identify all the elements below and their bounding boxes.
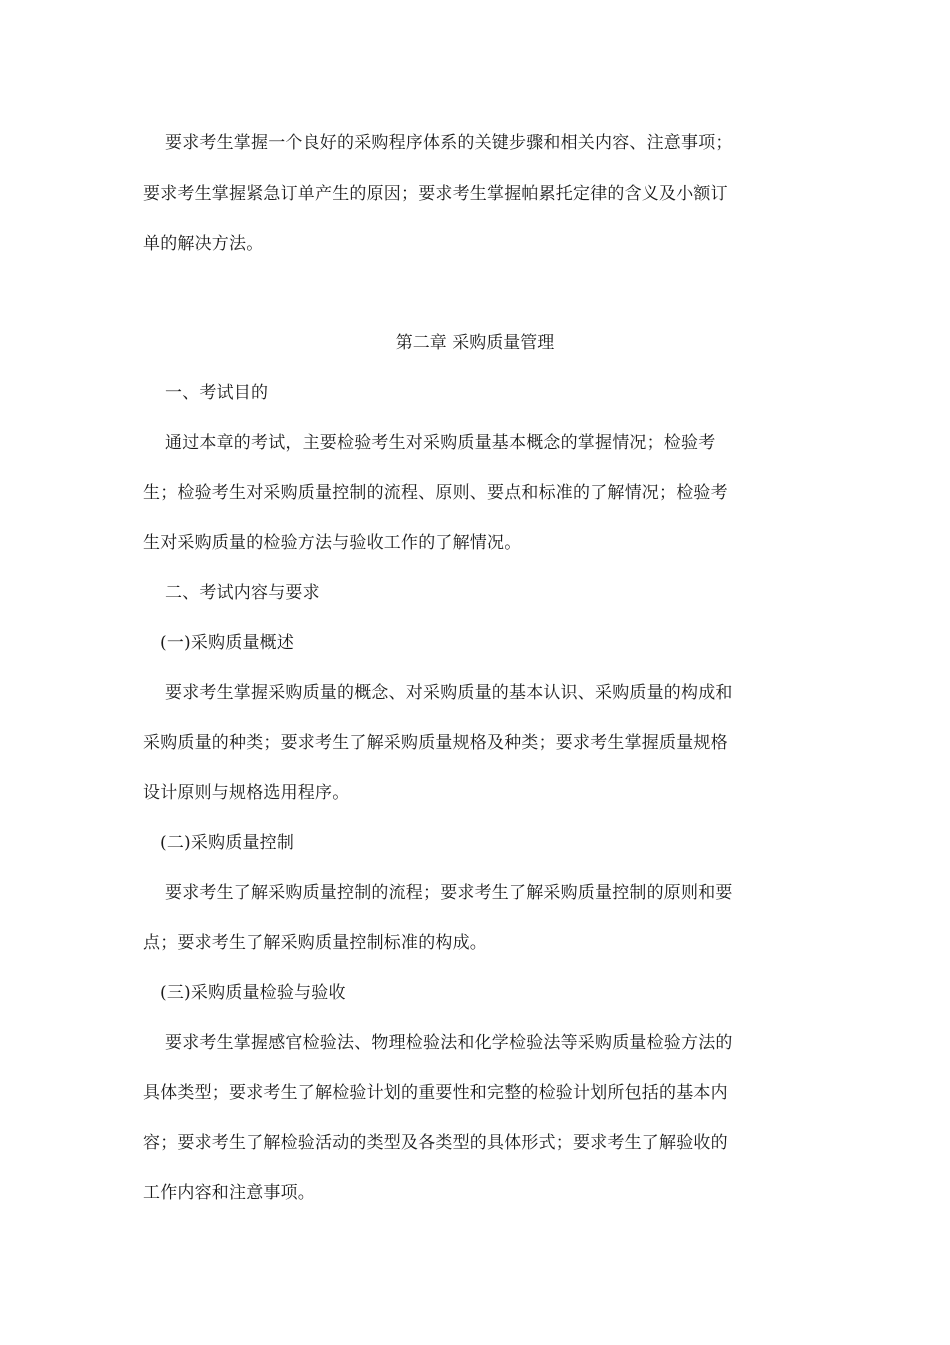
section-heading-exam-content: 二、考试内容与要求: [165, 583, 320, 603]
section1-line-1: 通过本章的考试，主要检验考生对采购质量基本概念的掌握情况；检验考: [165, 433, 716, 453]
sub3-line-1: 要求考生掌握感官检验法、物理检验法和化学检验法等采购质量检验方法的: [165, 1033, 733, 1053]
subsection-heading-control: (二)采购质量控制: [160, 833, 295, 853]
sub2-line-2: 点；要求考生了解采购质量控制标准的构成。: [143, 933, 487, 953]
intro-line-3: 单的解决方法。: [143, 234, 264, 254]
subsection-heading-inspection: (三)采购质量检验与验收: [160, 983, 346, 1003]
sub1-line-1: 要求考生掌握采购质量的概念、对采购质量的基本认识、采购质量的构成和: [165, 683, 733, 703]
sub2-line-1: 要求考生了解采购质量控制的流程；要求考生了解采购质量控制的原则和要: [165, 883, 733, 903]
subsection-heading-overview: (一)采购质量概述: [160, 633, 295, 653]
sub3-line-4: 工作内容和注意事项。: [143, 1183, 315, 1203]
sub3-line-3: 容；要求考生了解检验活动的类型及各类型的具体形式；要求考生了解验收的: [143, 1133, 728, 1153]
sub1-line-2: 采购质量的种类；要求考生了解采购质量规格及种类；要求考生掌握质量规格: [143, 733, 728, 753]
intro-line-1: 要求考生掌握一个良好的采购程序体系的关键步骤和相关内容、注意事项；: [165, 133, 733, 153]
section1-line-3: 生对采购质量的检验方法与验收工作的了解情况。: [143, 533, 522, 553]
sub3-line-2: 具体类型；要求考生了解检验计划的重要性和完整的检验计划所包括的基本内: [143, 1083, 728, 1103]
section-heading-exam-purpose: 一、考试目的: [165, 383, 269, 403]
intro-line-2: 要求考生掌握紧急订单产生的原因；要求考生掌握帕累托定律的含义及小额订: [143, 184, 728, 204]
chapter-title: 第二章 采购质量管理: [395, 333, 555, 353]
sub1-line-3: 设计原则与规格选用程序。: [143, 783, 350, 803]
section1-line-2: 生；检验考生对采购质量控制的流程、原则、要点和标准的了解情况；检验考: [143, 483, 728, 503]
